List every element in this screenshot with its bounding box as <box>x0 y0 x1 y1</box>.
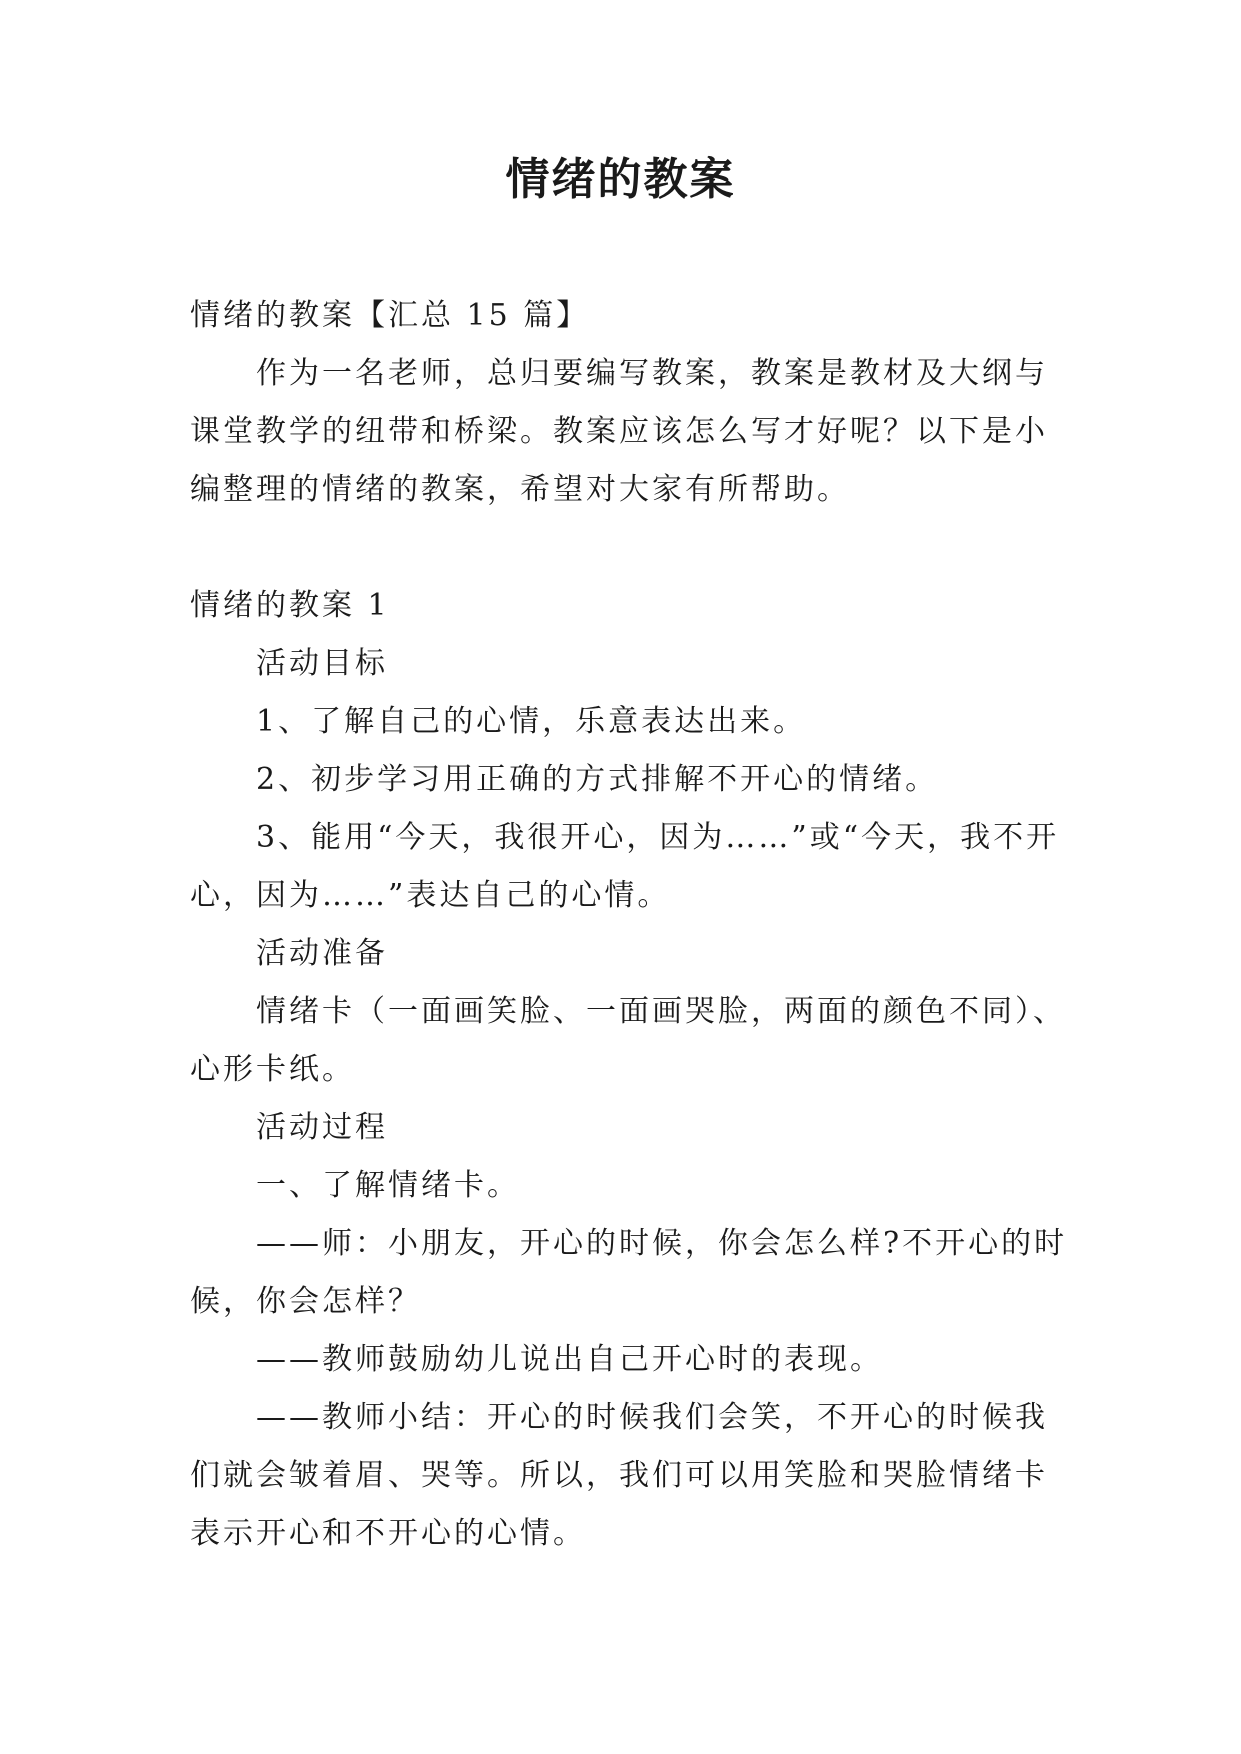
document-body <box>190 287 1070 1563</box>
prep-paragraph: 情绪卡（一面画笑脸、一面画哭脸，两面的颜色不同）、心形卡纸。 <box>190 994 1066 1087</box>
prep-heading: 活动准备 <box>256 936 388 971</box>
document-subtitle: 情绪的教案【汇总 15 篇】 <box>190 298 590 333</box>
process-step-1: 一、了解情绪卡。 <box>256 1168 520 1203</box>
process-heading: 活动过程 <box>256 1110 388 1145</box>
dialogue-line-2: ——教师鼓励幼儿说出自己开心时的表现。 <box>256 1342 883 1377</box>
dialogue-line-1: ——师：小朋友，开心的时候，你会怎么样?不开心的时候，你会怎样？ <box>190 1226 1068 1319</box>
goal-item-3: 3、能用“今天，我很开心，因为……”或“今天，我不开心，因为……”表达自己的心情。 <box>190 820 1060 913</box>
document-title: 情绪的教案 <box>505 154 736 205</box>
intro-paragraph: 作为一名老师，总归要编写教案，教案是教材及大纲与课堂教学的纽带和桥梁。教案应该怎么写才好呢？以下是小编整理的情绪的教案，希望对大家有所帮助。 <box>190 356 1048 507</box>
dialogue-line-3: ——教师小结：开心的时候我们会笑，不开心的时候我们就会皱着眉、哭等。所以，我们可以用笑脸和哭脸情绪卡表示开心和不开心的心情。 <box>190 1400 1048 1551</box>
section-spacer <box>190 519 1070 577</box>
goals-heading: 活动目标 <box>256 646 388 681</box>
goal-item-2: 2、初步学习用正确的方式排解不开心的情绪。 <box>256 762 939 797</box>
goal-item-1: 1、了解自己的心情，乐意表达出来。 <box>256 704 807 739</box>
section-heading: 情绪的教案 1 <box>190 588 390 623</box>
